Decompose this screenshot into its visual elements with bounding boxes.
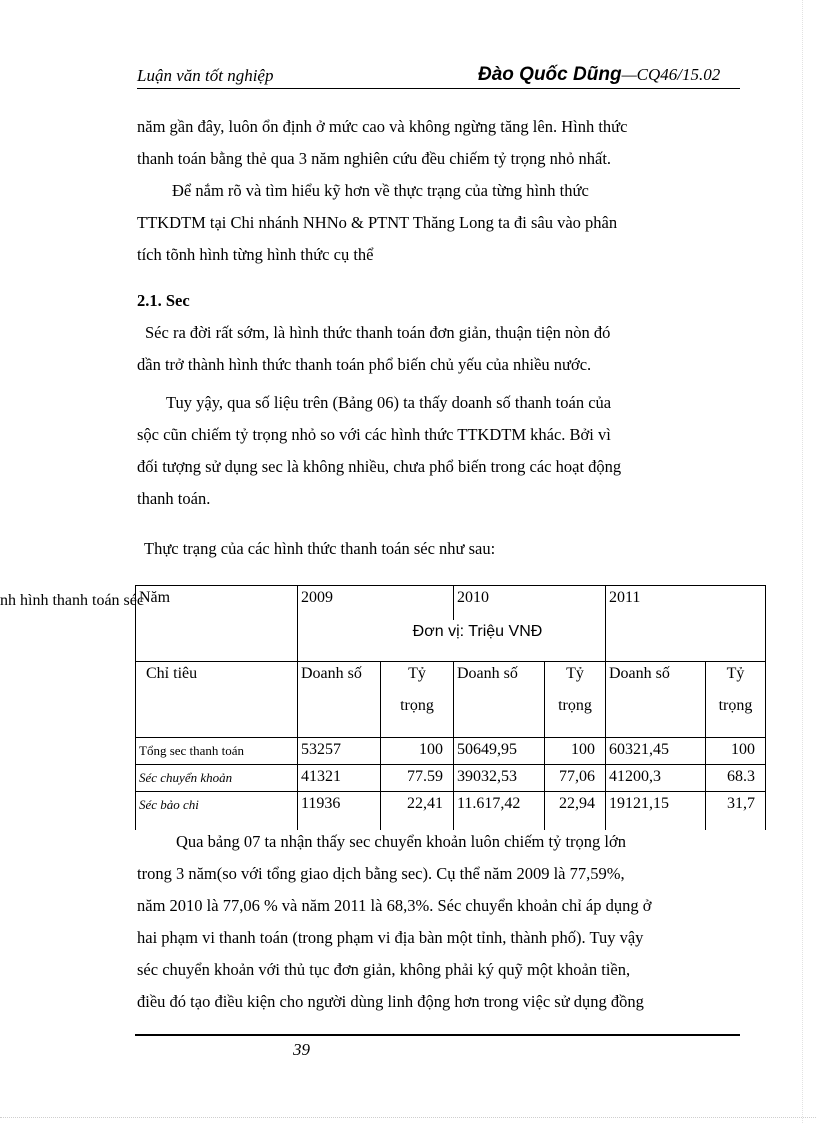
header-rule [137, 88, 740, 89]
page-right-border [802, 0, 803, 1123]
cell-value: 19121,15 [606, 792, 706, 830]
share-word-1: Tỷ [408, 665, 426, 682]
share-word-1: Tỷ [566, 665, 584, 682]
year-2010-header: 2010 [454, 586, 606, 620]
text-line: séc chuyển khoản với thủ tục đơn giản, không phải ký quỹ một khoản tiền, [137, 960, 631, 979]
col-share-2009 [381, 662, 454, 738]
cell-share: 100 [706, 738, 766, 765]
cell-value: 41200,3 [606, 765, 706, 792]
cell-share: 31,7 [706, 792, 766, 830]
col-revenue-2009: Doanh số [298, 662, 381, 738]
section-heading: 2.1. Sec [137, 291, 190, 310]
row-name: Tổng sec thanh toán [136, 738, 298, 765]
text-line: sộc cũn chiếm tỷ trọng nhỏ so với các hình thức TTKDTM khác. Bởi vì [137, 425, 611, 444]
page-number: 39 [293, 1040, 310, 1059]
text-line: điều đó tạo điều kiện cho người dùng linh động hơn trong việc sử dụng đồng [137, 992, 644, 1011]
year-label: Năm [139, 589, 171, 606]
header-class-code: —CQ46/15.02 [621, 65, 721, 84]
text-line: Thực trạng của các hình thức thanh toán séc như sau: [144, 539, 496, 558]
unit-label: Đơn vị: Triệu VNĐ [298, 620, 606, 662]
col-revenue-2011: Doanh số [606, 662, 706, 738]
table-header-year [136, 586, 298, 662]
share-word-2: trọng [718, 697, 753, 714]
col-share-2011 [706, 662, 766, 738]
col-revenue-2010: Doanh số [454, 662, 545, 738]
text-line: dần trở thành hình thức thanh toán phổ biến chủ yếu của nhiều nước. [137, 355, 592, 374]
cell-value: 60321,45 [606, 738, 706, 765]
text-line: đối tượng sử dụng sec là không nhiều, chưa phổ biến trong các hoạt động [137, 457, 622, 476]
text-line: trong 3 năm(so với tổng giao dịch bằng sec). Cụ thể năm 2009 là 77,59%, [137, 864, 625, 883]
table-caption-fragment: nh hình thanh toán séc [0, 592, 144, 609]
table-row [136, 765, 766, 792]
footer-rule [135, 1034, 740, 1036]
table-row [136, 792, 766, 830]
text-line: hai phạm vi thanh toán (trong phạm vi địa bàn một tỉnh, thành phố). Tuy vậy [137, 928, 644, 947]
year-2009-header: 2009 [298, 586, 454, 620]
share-word-2: trọng [558, 697, 592, 714]
header-thesis-label: Luận văn tốt nghiệp [137, 66, 274, 85]
cell-share: 77,06 [545, 765, 606, 792]
page-bottom-border [0, 1117, 816, 1118]
text-line: thanh toán. [137, 489, 211, 508]
cell-value: 11.617,42 [454, 792, 545, 830]
cell-share: 22,41 [381, 792, 454, 830]
share-word-1: Tỷ [726, 665, 745, 682]
share-word-2: trọng [400, 697, 434, 714]
text-line: năm 2010 là 77,06 % và năm 2011 là 68,3%. Séc chuyển khoản chỉ áp dụng ở [137, 896, 652, 915]
cell-share: 77.59 [381, 765, 454, 792]
text-line: Để nắm rõ và tìm hiểu kỹ hơn về thực trạng của từng hình thức [172, 181, 589, 200]
cell-share: 68.3 [706, 765, 766, 792]
row-label-header: Chỉ tiêu [136, 662, 298, 738]
cell-value: 53257 [298, 738, 381, 765]
cell-value: 50649,95 [454, 738, 545, 765]
cell-value: 39032,53 [454, 765, 545, 792]
header-author-name: Đào Quốc Dũng [478, 64, 622, 85]
cell-share: 100 [545, 738, 606, 765]
text-line: Tuy yậy, qua số liệu trên (Bảng 06) ta thấy doanh số thanh toán của [166, 393, 612, 412]
header-author [478, 64, 720, 86]
sec-payment-table [135, 585, 766, 830]
cell-share: 22,94 [545, 792, 606, 830]
year-2011-header: 2011 [606, 586, 766, 662]
text-line: TTKDTM tại Chi nhánh NHNo & PTNT Thăng Long ta đi sâu vào phân [137, 213, 618, 232]
table-row [136, 738, 766, 765]
text-line: Qua bảng 07 ta nhận thấy sec chuyển khoản luôn chiếm tỷ trọng lớn [176, 832, 626, 851]
row-name: Séc chuyển khoản [136, 765, 298, 792]
cell-value: 41321 [298, 765, 381, 792]
text-line: năm gần đây, luôn ổn định ở mức cao và không ngừng tăng lên. Hình thức [137, 117, 628, 136]
cell-value: 11936 [298, 792, 381, 830]
text-line: thanh toán bằng thẻ qua 3 năm nghiên cứu đều chiếm tỷ trọng nhỏ nhất. [137, 149, 612, 168]
text-line: tích tõnh hình từng hình thức cụ thể [137, 245, 374, 264]
row-name: Séc bảo chi [136, 792, 298, 830]
col-share-2010 [545, 662, 606, 738]
cell-share: 100 [381, 738, 454, 765]
text-line: Séc ra đời rất sớm, là hình thức thanh toán đơn giản, thuận tiện nòn đó [145, 323, 611, 342]
